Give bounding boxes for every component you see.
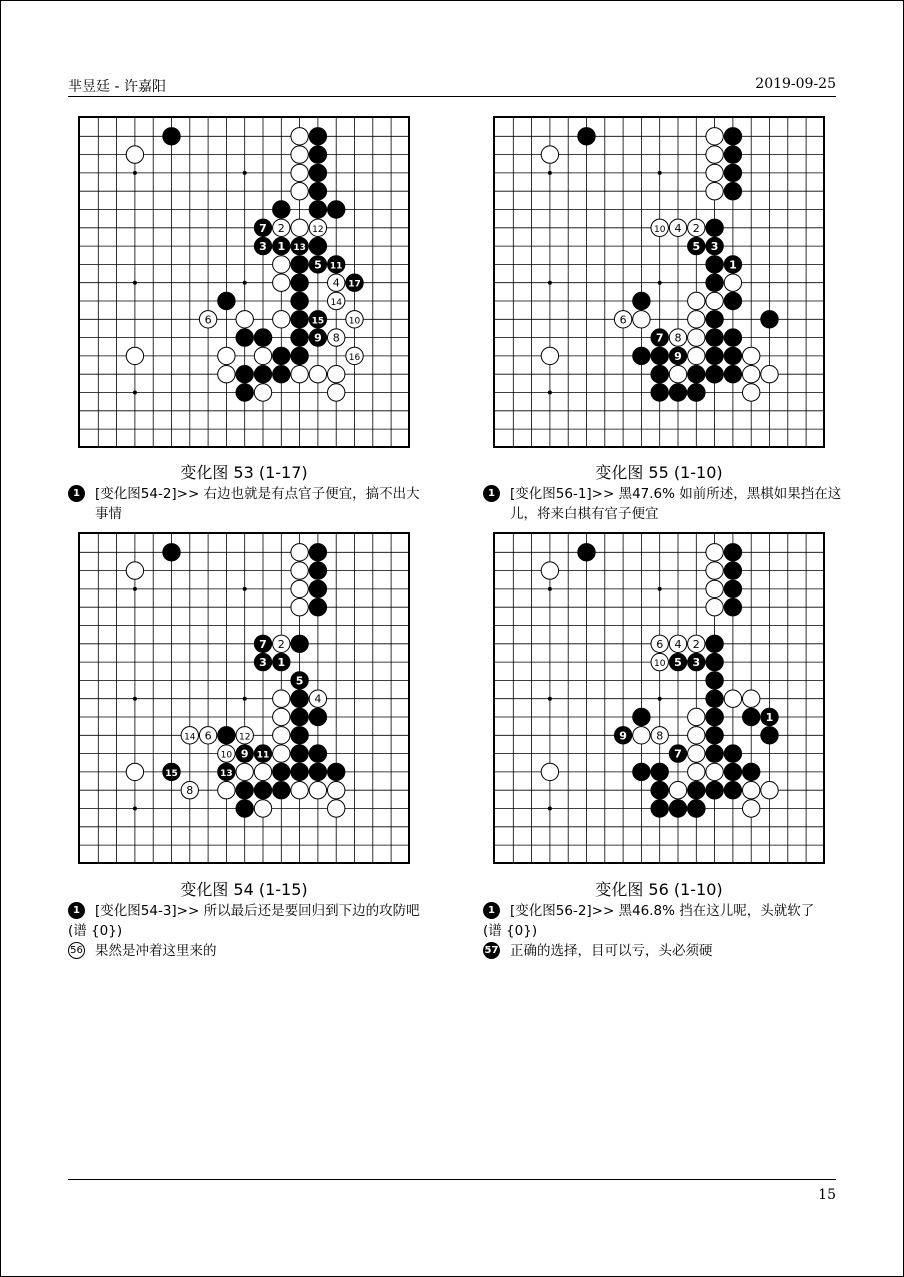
black-stone bbox=[309, 164, 326, 181]
black-stone bbox=[761, 727, 778, 744]
star-point bbox=[133, 587, 137, 591]
footer-rule bbox=[68, 1179, 836, 1180]
white-stone bbox=[688, 745, 705, 762]
white-stone bbox=[743, 384, 760, 401]
black-stone bbox=[724, 782, 741, 799]
move-marker: 1 bbox=[483, 485, 500, 502]
move-number: 4 bbox=[332, 276, 340, 290]
move-number: 2 bbox=[277, 637, 285, 651]
white-stone bbox=[309, 782, 326, 799]
move-number: 16 bbox=[348, 352, 361, 363]
white-stone bbox=[724, 274, 741, 291]
move-number: 8 bbox=[186, 784, 194, 798]
move-number: 7 bbox=[655, 331, 664, 345]
black-stone bbox=[743, 763, 760, 780]
white-stone bbox=[328, 782, 345, 799]
white-stone bbox=[254, 763, 271, 780]
black-stone bbox=[236, 366, 253, 383]
black-stone bbox=[236, 782, 253, 799]
white-stone bbox=[688, 311, 705, 328]
black-stone bbox=[706, 256, 723, 273]
comment-line bbox=[483, 941, 843, 961]
black-stone bbox=[706, 274, 723, 291]
white-stone bbox=[328, 384, 345, 401]
move-number: 9 bbox=[314, 331, 322, 345]
white-stone bbox=[688, 329, 705, 346]
move-marker: 1 bbox=[483, 902, 500, 919]
star-point bbox=[133, 807, 137, 811]
page-number: 15 bbox=[818, 1187, 836, 1203]
white-stone bbox=[688, 347, 705, 364]
go-board-diagram-53 bbox=[78, 116, 410, 448]
black-stone bbox=[218, 292, 235, 309]
white-stone bbox=[633, 311, 650, 328]
diagram-caption: 变化图 55 (1-10) bbox=[595, 463, 723, 482]
comment-note bbox=[483, 921, 843, 941]
comment-text: [变化图54-3]>> 所以最后还是要回归到下边的攻防吧 bbox=[95, 903, 420, 919]
white-stone bbox=[706, 562, 723, 579]
white-stone bbox=[218, 366, 235, 383]
white-stone bbox=[273, 708, 290, 725]
move-number: 10 bbox=[653, 659, 666, 670]
black-stone bbox=[309, 562, 326, 579]
white-stone bbox=[254, 384, 271, 401]
move-number: 10 bbox=[653, 224, 666, 235]
star-point bbox=[548, 281, 552, 285]
black-stone bbox=[309, 544, 326, 561]
black-stone bbox=[254, 366, 271, 383]
black-stone bbox=[724, 544, 741, 561]
black-stone bbox=[724, 599, 741, 616]
move-number: 11 bbox=[329, 261, 343, 272]
black-stone bbox=[688, 384, 705, 401]
white-stone bbox=[328, 366, 345, 383]
comment-text: (谱 {0}) bbox=[68, 923, 123, 939]
white-stone bbox=[254, 347, 271, 364]
comment-note bbox=[68, 921, 428, 941]
white-stone bbox=[688, 727, 705, 744]
move-number: 9 bbox=[240, 747, 249, 761]
move-number: 11 bbox=[256, 750, 270, 761]
black-stone bbox=[273, 782, 290, 799]
black-stone bbox=[236, 800, 253, 817]
diagram-caption: 变化图 54 (1-15) bbox=[180, 880, 308, 899]
go-board-diagram-55 bbox=[493, 116, 825, 448]
go-board-diagram-56 bbox=[493, 532, 825, 864]
star-point bbox=[658, 281, 662, 285]
star-point bbox=[133, 391, 137, 395]
white-stone bbox=[706, 544, 723, 561]
white-stone bbox=[743, 782, 760, 799]
black-stone bbox=[328, 763, 345, 780]
black-stone bbox=[254, 329, 271, 346]
black-stone bbox=[273, 763, 290, 780]
white-stone bbox=[328, 800, 345, 817]
move-number: 13 bbox=[293, 243, 306, 254]
diagram-comments bbox=[68, 484, 428, 524]
star-point bbox=[658, 697, 662, 701]
move-number: 3 bbox=[692, 656, 701, 670]
white-stone bbox=[273, 311, 290, 328]
black-stone bbox=[724, 146, 741, 163]
move-marker: 1 bbox=[68, 902, 85, 919]
black-stone bbox=[578, 128, 595, 145]
move-number: 6 bbox=[656, 637, 664, 651]
move-number: 2 bbox=[692, 221, 700, 235]
white-stone bbox=[291, 562, 308, 579]
black-stone bbox=[236, 384, 253, 401]
black-stone bbox=[706, 745, 723, 762]
white-stone bbox=[218, 347, 235, 364]
star-point bbox=[658, 171, 662, 175]
white-stone bbox=[706, 580, 723, 597]
black-stone bbox=[706, 311, 723, 328]
black-stone bbox=[669, 800, 686, 817]
comment-line bbox=[68, 941, 428, 961]
white-stone bbox=[291, 164, 308, 181]
black-stone bbox=[706, 690, 723, 707]
black-stone bbox=[706, 219, 723, 236]
move-number: 2 bbox=[692, 637, 700, 651]
black-stone bbox=[688, 800, 705, 817]
star-point bbox=[243, 171, 247, 175]
white-stone bbox=[126, 763, 143, 780]
black-stone bbox=[273, 347, 290, 364]
white-stone bbox=[743, 690, 760, 707]
black-stone bbox=[291, 329, 308, 346]
white-stone bbox=[541, 763, 558, 780]
move-number: 7 bbox=[259, 221, 267, 235]
black-stone bbox=[688, 366, 705, 383]
white-stone bbox=[761, 366, 778, 383]
black-stone bbox=[309, 183, 326, 200]
white-stone bbox=[541, 146, 558, 163]
move-number: 3 bbox=[710, 240, 719, 254]
move-number: 1 bbox=[729, 258, 737, 272]
comment-line bbox=[483, 484, 843, 524]
move-number: 7 bbox=[674, 747, 682, 761]
white-stone bbox=[706, 763, 723, 780]
move-number: 12 bbox=[238, 732, 251, 743]
black-stone bbox=[724, 580, 741, 597]
move-number: 4 bbox=[674, 221, 682, 235]
white-stone bbox=[724, 690, 741, 707]
white-stone bbox=[236, 763, 253, 780]
white-stone bbox=[309, 366, 326, 383]
black-stone bbox=[309, 128, 326, 145]
move-number: 5 bbox=[314, 258, 322, 272]
black-stone bbox=[578, 544, 595, 561]
white-stone bbox=[126, 347, 143, 364]
white-stone bbox=[291, 128, 308, 145]
black-stone bbox=[291, 763, 308, 780]
move-number: 10 bbox=[220, 750, 233, 761]
header-rule bbox=[68, 96, 836, 97]
comment-text: 正确的选择，目可以亏，头必须硬 bbox=[510, 943, 713, 959]
black-stone bbox=[651, 384, 668, 401]
black-stone bbox=[724, 562, 741, 579]
star-point bbox=[133, 697, 137, 701]
black-stone bbox=[669, 384, 686, 401]
diagram-comments bbox=[483, 484, 843, 524]
move-number: 15 bbox=[165, 768, 178, 779]
move-number: 9 bbox=[674, 349, 682, 363]
black-stone bbox=[291, 274, 308, 291]
diagram-comments bbox=[68, 901, 428, 961]
black-stone bbox=[724, 329, 741, 346]
black-stone bbox=[651, 347, 668, 364]
comment-text: [变化图54-2]>> 右边也就是有点官子便宜，搞不出大事情 bbox=[95, 486, 420, 522]
comment-line bbox=[483, 901, 843, 921]
move-number: 15 bbox=[311, 316, 325, 327]
comment-text: [变化图56-2]>> 黑46.8% 挡在这儿呢，头就软了 bbox=[510, 903, 815, 919]
star-point bbox=[548, 697, 552, 701]
white-stone bbox=[743, 347, 760, 364]
black-stone bbox=[309, 146, 326, 163]
white-stone bbox=[291, 599, 308, 616]
black-stone bbox=[236, 329, 253, 346]
black-stone bbox=[633, 347, 650, 364]
move-number: 3 bbox=[259, 240, 267, 254]
move-number: 1 bbox=[765, 711, 774, 724]
black-stone bbox=[706, 347, 723, 364]
black-stone bbox=[309, 745, 326, 762]
comment-line bbox=[68, 484, 428, 524]
diagram-comments bbox=[483, 901, 843, 961]
black-stone bbox=[309, 708, 326, 725]
star-point bbox=[548, 807, 552, 811]
black-stone bbox=[706, 672, 723, 689]
white-stone bbox=[291, 580, 308, 597]
comment-text: [变化图56-1]>> 黑47.6% 如前所述，黑棋如果挡在这儿，将来白棋有官子便宜 bbox=[510, 486, 842, 522]
black-stone bbox=[328, 201, 345, 218]
go-board-diagram-54 bbox=[78, 532, 410, 864]
move-number: 7 bbox=[259, 637, 267, 651]
move-number: 10 bbox=[348, 316, 361, 327]
black-stone bbox=[724, 164, 741, 181]
white-stone bbox=[706, 292, 723, 309]
black-stone bbox=[724, 763, 741, 780]
black-stone bbox=[706, 366, 723, 383]
white-stone bbox=[541, 562, 558, 579]
white-stone bbox=[669, 782, 686, 799]
comment-text: (谱 {0}) bbox=[483, 923, 538, 939]
white-stone bbox=[254, 800, 271, 817]
white-stone bbox=[291, 544, 308, 561]
black-stone bbox=[724, 347, 741, 364]
white-stone bbox=[273, 274, 290, 291]
black-stone bbox=[218, 727, 235, 744]
move-number: 2 bbox=[277, 221, 285, 235]
move-number: 3 bbox=[259, 656, 267, 670]
move-number: 6 bbox=[204, 313, 212, 327]
black-stone bbox=[273, 366, 290, 383]
move-marker: 57 bbox=[483, 942, 500, 959]
comment-line bbox=[68, 901, 428, 921]
black-stone bbox=[291, 347, 308, 364]
move-number: 4 bbox=[314, 692, 322, 706]
black-stone bbox=[163, 544, 180, 561]
black-stone bbox=[724, 128, 741, 145]
black-stone bbox=[706, 782, 723, 799]
move-number: 5 bbox=[692, 240, 701, 254]
white-stone bbox=[126, 562, 143, 579]
move-number: 6 bbox=[204, 729, 212, 743]
white-stone bbox=[291, 146, 308, 163]
white-stone bbox=[761, 782, 778, 799]
move-number: 5 bbox=[674, 656, 682, 670]
black-stone bbox=[706, 329, 723, 346]
black-stone bbox=[688, 782, 705, 799]
black-stone bbox=[706, 635, 723, 652]
black-stone bbox=[706, 708, 723, 725]
black-stone bbox=[291, 256, 308, 273]
black-stone bbox=[254, 782, 271, 799]
header-players: 芈昱廷 - 许嘉阳 bbox=[68, 79, 166, 95]
diagram-caption: 变化图 56 (1-10) bbox=[595, 880, 723, 899]
white-stone bbox=[706, 164, 723, 181]
black-stone bbox=[273, 201, 290, 218]
move-number: 13 bbox=[220, 768, 233, 779]
white-stone bbox=[291, 183, 308, 200]
white-stone bbox=[541, 347, 558, 364]
white-stone bbox=[273, 745, 290, 762]
move-number: 9 bbox=[619, 729, 627, 743]
black-stone bbox=[291, 708, 308, 725]
move-number: 4 bbox=[674, 637, 682, 651]
white-stone bbox=[273, 727, 290, 744]
black-stone bbox=[724, 366, 741, 383]
black-stone bbox=[291, 635, 308, 652]
white-stone bbox=[126, 146, 143, 163]
black-stone bbox=[651, 782, 668, 799]
move-number: 6 bbox=[619, 313, 627, 327]
white-stone bbox=[743, 366, 760, 383]
move-number: 8 bbox=[674, 331, 682, 345]
white-stone bbox=[688, 763, 705, 780]
move-number: 5 bbox=[295, 674, 304, 688]
black-stone bbox=[724, 745, 741, 762]
star-point bbox=[548, 171, 552, 175]
white-stone bbox=[688, 708, 705, 725]
move-number: 8 bbox=[332, 331, 340, 345]
header-date: 2019-09-25 bbox=[755, 76, 836, 92]
black-stone bbox=[761, 311, 778, 328]
black-stone bbox=[651, 800, 668, 817]
black-stone bbox=[309, 237, 326, 254]
black-stone bbox=[291, 690, 308, 707]
black-stone bbox=[309, 580, 326, 597]
white-stone bbox=[291, 782, 308, 799]
move-number: 17 bbox=[348, 279, 361, 290]
move-number: 1 bbox=[277, 240, 286, 254]
white-stone bbox=[706, 599, 723, 616]
white-stone bbox=[236, 311, 253, 328]
star-point bbox=[133, 171, 137, 175]
white-stone bbox=[218, 782, 235, 799]
star-point bbox=[243, 697, 247, 701]
black-stone bbox=[291, 745, 308, 762]
white-stone bbox=[291, 219, 308, 236]
black-stone bbox=[309, 599, 326, 616]
star-point bbox=[548, 587, 552, 591]
move-number: 14 bbox=[330, 298, 342, 308]
move-number: 8 bbox=[656, 729, 664, 743]
black-stone bbox=[724, 183, 741, 200]
white-stone bbox=[706, 128, 723, 145]
white-stone bbox=[743, 800, 760, 817]
white-stone bbox=[706, 183, 723, 200]
black-stone bbox=[309, 201, 326, 218]
white-stone bbox=[291, 366, 308, 383]
star-point bbox=[243, 281, 247, 285]
star-point bbox=[658, 587, 662, 591]
comment-text: 果然是冲着这里来的 bbox=[95, 943, 217, 959]
black-stone bbox=[651, 366, 668, 383]
star-point bbox=[548, 391, 552, 395]
black-stone bbox=[163, 128, 180, 145]
move-number: 12 bbox=[312, 224, 324, 235]
white-stone bbox=[669, 366, 686, 383]
black-stone bbox=[724, 292, 741, 309]
black-stone bbox=[706, 653, 723, 670]
black-stone bbox=[633, 708, 650, 725]
white-stone bbox=[273, 690, 290, 707]
black-stone bbox=[309, 763, 326, 780]
star-point bbox=[243, 587, 247, 591]
black-stone bbox=[633, 292, 650, 309]
black-stone bbox=[291, 292, 308, 309]
black-stone bbox=[291, 311, 308, 328]
black-stone bbox=[706, 727, 723, 744]
black-stone bbox=[651, 763, 668, 780]
move-number: 1 bbox=[277, 656, 286, 670]
black-stone bbox=[291, 727, 308, 744]
white-stone bbox=[273, 256, 290, 273]
black-stone bbox=[743, 708, 760, 725]
move-marker: 56 bbox=[68, 942, 85, 959]
move-marker: 1 bbox=[68, 485, 85, 502]
move-number: 14 bbox=[184, 732, 196, 743]
white-stone bbox=[633, 727, 650, 744]
black-stone bbox=[633, 763, 650, 780]
star-point bbox=[133, 281, 137, 285]
white-stone bbox=[688, 292, 705, 309]
diagram-caption: 变化图 53 (1-17) bbox=[180, 463, 308, 482]
white-stone bbox=[706, 146, 723, 163]
